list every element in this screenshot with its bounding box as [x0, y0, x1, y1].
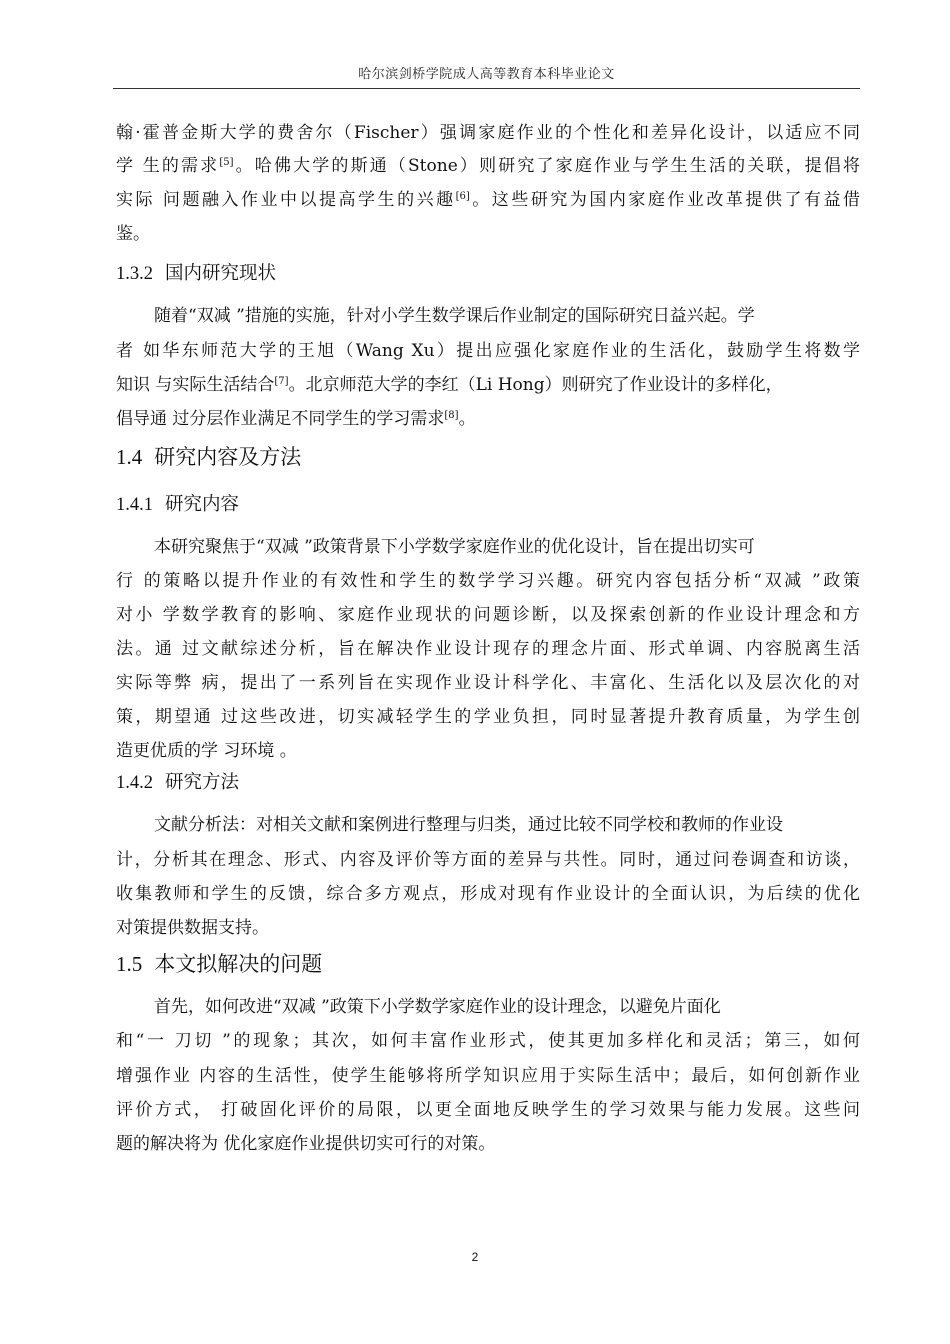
section-title: 本文拟解决的问题: [154, 952, 323, 976]
paragraph-line: 收集教师和学生的反馈，综合多方观点，形成对现有作业设计的全面认识，为后续的优化: [116, 884, 860, 904]
paragraph-line: 对小 学数学教育的影响、家庭作业现状的问题诊断，以及探索创新的作业设计理念和方: [116, 605, 860, 625]
paragraph-line: 文献分析法：对相关文献和案例进行整理与归类，通过比较不同学校和教师的作业设: [154, 815, 783, 835]
text-run: 倡导通 过分层作业满足不同学生的学习需求: [116, 409, 445, 429]
section-title: 研究内容及方法: [154, 445, 302, 469]
section-heading-1-4-2: [116, 770, 239, 796]
section-heading-1-5: [116, 950, 322, 978]
paragraph-line: 首先，如何改进“双减 ”政策下小学数学家庭作业的设计理念，以避免片面化: [154, 997, 721, 1017]
paragraph-line: 增强作业 内容的生活性，使学生能够将所学知识应用于实际生活中；最后，如何创新作业: [116, 1066, 860, 1086]
paragraph-line: 计，分析其在理念、形式、内容及评价等方面的差异与共性。同时，通过问卷调查和访谈，: [116, 850, 860, 870]
paragraph-line: 对策提供数据支持。: [116, 918, 269, 938]
section-number: 1.4.1: [116, 495, 153, 515]
section-heading-1-4-1: [116, 492, 239, 518]
paragraph-line: 策，期望通 过这些改进，切实减轻学生的学业负担，同时显著提升教育质量，为学生创: [116, 707, 860, 727]
paragraph-line: [116, 373, 860, 397]
citation-ref: [8]: [444, 410, 459, 421]
citation-ref: [6]: [455, 191, 470, 202]
section-heading-1-3-2: [116, 261, 276, 287]
paragraph-line: 鉴。: [116, 224, 150, 244]
section-number: 1.4: [116, 445, 143, 469]
paragraph-line: 行 的策略以提升作业的有效性和学生的数学学习兴趣。研究内容包括分析“双减 ”政策: [116, 571, 860, 591]
section-number: 1.5: [116, 952, 143, 976]
paragraph-line: 和“一 刀切 ”的现象；其次，如何丰富作业形式，使其更加多样化和灵活；第三，如何: [116, 1031, 860, 1051]
page-number: 2: [471, 1250, 479, 1264]
paragraph-line: 题的解决将为 优化家庭作业提供切实可行的对策。: [116, 1134, 496, 1154]
text-run: 知识 与实际生活结合: [116, 375, 275, 395]
section-title: 国内研究现状: [165, 263, 277, 284]
paragraph-line: 随着“双减 ”措施的实施，针对小学生数学课后作业制定的国际研究日益兴起。学: [154, 306, 755, 326]
text-run: 。这些研究为国内家庭作业改革提供了有益借: [469, 190, 861, 210]
citation-ref: [7]: [274, 376, 289, 387]
paragraph-line: 实际等弊 病，提出了一系列旨在实现作业设计科学化、丰富化、生活化以及层次化的对: [116, 673, 860, 693]
section-number: 1.3.2: [116, 264, 153, 284]
section-title: 研究内容: [165, 494, 240, 515]
section-heading-1-4: [116, 443, 301, 471]
text-run: 。: [458, 409, 476, 429]
running-header: 哈尔滨剑桥学院成人高等教育本科毕业论文: [358, 67, 615, 82]
paragraph-line: [116, 154, 860, 178]
paragraph-line: 者 如华东师范大学的王旭（Wang Xu）提出应强化家庭作业的生活化，鼓励学生将数学: [116, 341, 860, 361]
paragraph-line: [116, 407, 860, 431]
text-run: 实际 问题融入作业中以提高学生的兴趣: [116, 190, 456, 210]
paragraph-line: 造更优质的学 习环境 。: [116, 741, 297, 761]
section-title: 研究方法: [165, 772, 240, 793]
paragraph-line: 翰·霍普金斯大学的费舍尔（Fischer）强调家庭作业的个性化和差异化设计，以适应不同: [116, 123, 860, 143]
paragraph-line: 评价方式， 打破固化评价的局限，以更全面地反映学生的学习效果与能力发展。这些问: [116, 1100, 860, 1120]
paragraph-line: [116, 188, 860, 212]
citation-ref: [5]: [219, 157, 234, 168]
text-run: 。北京师范大学的李红（Li Hong）则研究了作业设计的多样化，: [288, 375, 783, 395]
text-run: 学 生的需求: [116, 156, 220, 176]
text-run: 。哈佛大学的斯通（Stone）则研究了家庭作业与学生生活的关联，提倡将: [233, 156, 860, 176]
header-rule: [113, 88, 860, 89]
paragraph-line: 法。通 过文献综述分析，旨在解决作业设计现存的理念片面、形式单调、内容脱离生活: [116, 639, 860, 659]
section-number: 1.4.2: [116, 773, 153, 793]
paragraph-line: 本研究聚焦于“双减 ”政策背景下小学数学家庭作业的优化设计，旨在提出切实可: [154, 537, 755, 557]
